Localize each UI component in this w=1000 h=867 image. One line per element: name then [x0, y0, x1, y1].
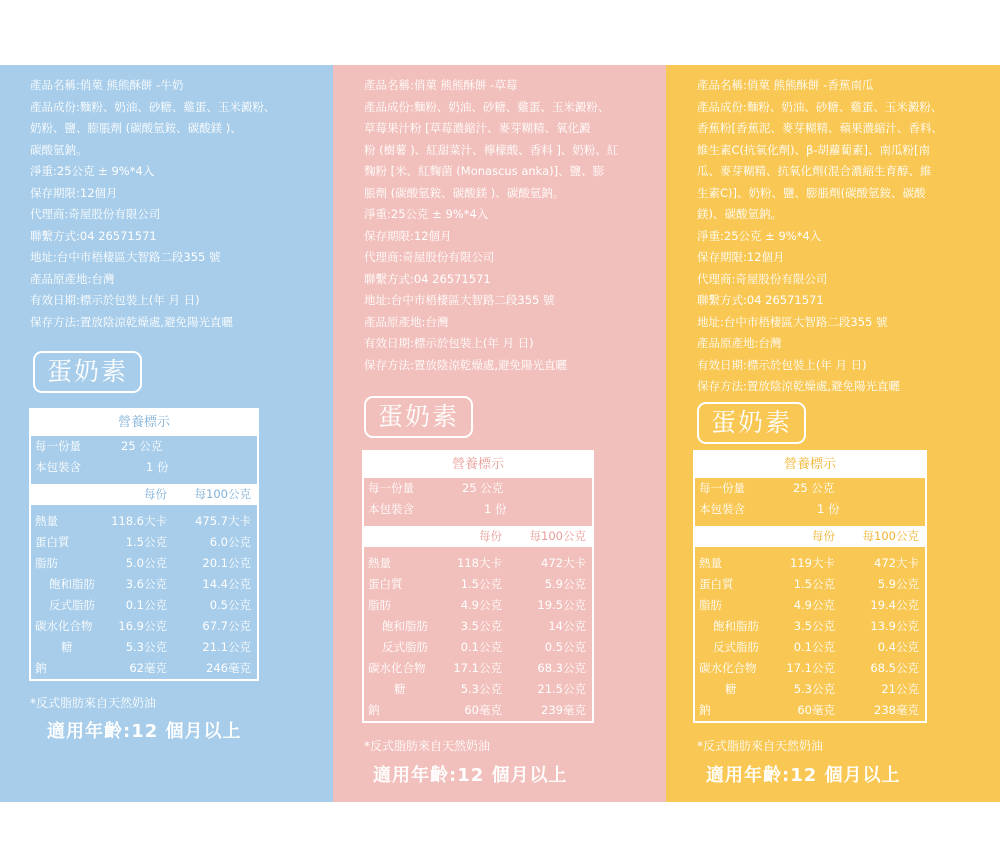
info-line: 淨重:25公克 ± 9%*4入: [697, 228, 822, 243]
per-serving-value: 118大卡: [457, 556, 502, 570]
table-row: [695, 637, 925, 658]
per-serving-value: 0.1公克: [793, 640, 835, 654]
per-100g-value: 0.4公克: [877, 640, 919, 654]
info-line: 產品名稱:俏菓 熊熊酥餅 -香蕉南瓜: [697, 78, 874, 92]
nutrient-name: 飽和脂肪: [713, 619, 759, 633]
age-label: 適用年齡:12 個月以上: [47, 721, 242, 742]
per-serving-value: 17.1公克: [453, 661, 502, 675]
count-label: 本包裝含: [35, 460, 81, 474]
serving-row: [364, 478, 592, 499]
count-row: [695, 499, 925, 520]
nutrient-name: 脂肪: [368, 598, 391, 612]
table-row: [364, 595, 592, 616]
table-row: [364, 679, 592, 700]
info-line: 產品名稱:俏菓 熊熊酥餅 -牛奶: [30, 78, 184, 92]
info-line: 聯繫方式:04 26571571: [697, 293, 824, 307]
column-header-row: [364, 526, 592, 547]
count-label: 本包裝含: [699, 502, 745, 516]
table-row: [695, 658, 925, 679]
product-info: [697, 75, 987, 398]
per-100g-value: 0.5公克: [209, 598, 251, 612]
per-serving-value: 17.1公克: [786, 661, 835, 675]
serving-value: 25 公克: [793, 481, 835, 495]
info-line: 產品原產地:台灣: [364, 314, 449, 329]
nutrient-name: 飽和脂肪: [49, 577, 95, 591]
col-per-100g: 每100公克: [529, 529, 586, 543]
nutrition-table: [693, 450, 927, 723]
per-100g-value: 21公克: [881, 682, 919, 696]
table-row: [695, 616, 925, 637]
per-serving-value: 4.9公克: [793, 598, 835, 612]
per-100g-value: 238毫克: [874, 703, 919, 717]
count-row: [364, 499, 592, 520]
col-per-100g: 每100公克: [862, 529, 919, 543]
per-100g-value: 5.9公克: [544, 577, 586, 591]
per-serving-value: 1.5公克: [460, 577, 502, 591]
info-line: 淨重:25公克 ± 9%*4入: [30, 164, 155, 178]
per-serving-value: 3.5公克: [793, 619, 835, 633]
nutrition-title: 營養標示: [117, 415, 170, 430]
nutrient-rows: [695, 553, 925, 721]
per-100g-value: 21.1公克: [202, 640, 251, 654]
per-100g-value: 6.0公克: [209, 535, 251, 549]
per-100g-value: 13.9公克: [870, 619, 919, 633]
serving-row: [695, 478, 925, 499]
per-serving-value: 3.6公克: [125, 577, 167, 591]
table-row: [695, 553, 925, 574]
per-serving-value: 118.6大卡: [111, 514, 167, 528]
nutrient-name: 鈉: [35, 661, 47, 675]
panel-banana-pumpkin: [666, 65, 1000, 802]
info-line: 粉 (樹薯 )、紅甜菜汁、檸檬酸、香料 ]、奶粉、紅: [364, 142, 619, 157]
per-serving-value: 60毫克: [464, 703, 502, 717]
info-line: 香蕉粉[香蕉泥、麥芽糊精、蘋果濃縮汁、香料、: [697, 121, 943, 135]
serving-value: 25 公克: [462, 481, 504, 495]
info-line: 產品名稱:俏菓 熊熊酥餅 -草莓: [364, 78, 518, 92]
info-line: 保存期限:12個月: [697, 250, 785, 264]
per-serving-value: 5.3公克: [793, 682, 835, 696]
per-serving-value: 5.0公克: [125, 556, 167, 570]
age-label: 適用年齡:12 個月以上: [373, 765, 568, 786]
per-serving-value: 16.9公克: [118, 619, 167, 633]
info-line: 產品原產地:台灣: [697, 336, 782, 350]
nutrient-name: 熱量: [368, 556, 391, 570]
nutrition-table: [29, 408, 259, 681]
info-line: 保存方法:置放陰涼乾燥處,避免陽光直曬: [30, 314, 234, 329]
table-row: [364, 616, 592, 637]
per-100g-value: 14公克: [548, 619, 586, 633]
nutrient-name: 飽和脂肪: [382, 619, 428, 633]
per-serving-value: 1.5公克: [125, 535, 167, 549]
table-row: [364, 553, 592, 574]
nutrient-name: 糖: [725, 682, 737, 696]
info-line: 有效日期:標示於包裝上(年 月 日): [697, 357, 867, 372]
count-row: [31, 457, 257, 478]
nutrient-name: 碳水化合物: [35, 619, 93, 633]
per-serving-value: 119大卡: [790, 556, 835, 570]
per-100g-value: 68.3公克: [537, 661, 586, 675]
info-line: 保存期限:12個月: [364, 228, 452, 243]
info-line: 麴粉 [米、紅麴菌 (Monascus anka)]、鹽、膨: [364, 164, 605, 178]
col-per-serving: 每份: [812, 529, 835, 543]
info-line: 有效日期:標示於包裝上(年 月 日): [30, 293, 200, 307]
table-row: [364, 700, 592, 721]
table-row: [695, 700, 925, 721]
info-line: 有效日期:標示於包裝上(年 月 日): [364, 336, 534, 350]
info-line: 地址:台中市梧棲區大智路二段355 號: [697, 314, 888, 329]
per-100g-value: 67.7公克: [202, 619, 251, 633]
info-line: 代理商:奇屋股份有限公司: [30, 207, 161, 221]
nutrient-name: 鈉: [699, 703, 711, 717]
table-row: [364, 637, 592, 658]
count-label: 本包裝含: [368, 502, 414, 516]
per-serving-value: 60毫克: [797, 703, 835, 717]
diet-badge: 蛋奶素: [33, 351, 142, 393]
info-line: 保存方法:置放陰涼乾燥處,避免陽光直曬: [697, 379, 901, 393]
nutrition-table: [362, 450, 594, 723]
per-100g-value: 475.7大卡: [195, 514, 251, 528]
nutrient-name: 蛋白質: [368, 577, 403, 591]
info-line: 產品成份:麵粉、奶油、砂糖、雞蛋、玉米澱粉、: [30, 99, 276, 114]
per-100g-value: 472大卡: [541, 556, 586, 570]
per-100g-value: 239毫克: [541, 703, 586, 717]
per-100g-value: 68.5公克: [870, 661, 919, 675]
serving-label: 每一份量: [699, 481, 745, 495]
age-label: 適用年齡:12 個月以上: [706, 765, 901, 786]
col-per-serving: 每份: [479, 529, 502, 543]
per-100g-value: 5.9公克: [877, 577, 919, 591]
per-100g-value: 14.4公克: [202, 577, 251, 591]
info-line: 產品成份:麵粉、奶油、砂糖、雞蛋、玉米澱粉、: [364, 99, 610, 114]
nutrient-name: 脂肪: [699, 598, 722, 612]
nutrient-name: 糖: [61, 640, 73, 654]
serving-label: 每一份量: [35, 439, 81, 453]
product-info: [30, 75, 320, 333]
table-row: [695, 679, 925, 700]
nutrient-name: 蛋白質: [35, 535, 70, 549]
nutrient-name: 碳水化合物: [699, 661, 757, 675]
column-header-row: [31, 484, 257, 505]
nutrient-name: 反式脂肪: [713, 640, 759, 654]
nutrition-title: 營養標示: [783, 457, 836, 472]
info-line: 脹劑 (碳酸氫銨、碳酸鎂 )、碳酸氫鈉。: [364, 185, 565, 200]
info-line: 產品原產地:台灣: [30, 271, 115, 286]
info-line: 保存期限:12個月: [30, 185, 118, 200]
diet-badge: 蛋奶素: [697, 402, 806, 444]
info-line: 生素C)]、奶粉、鹽、膨脹劑(碳酸氫銨、碳酸: [697, 185, 926, 200]
per-serving-value: 0.1公克: [460, 640, 502, 654]
nutrient-name: 糖: [394, 682, 406, 696]
info-line: 維生素C(抗氧化劑)、β-胡蘿蔔素]、南瓜粉[南: [697, 142, 930, 157]
count-value: 1 份: [484, 502, 507, 516]
info-line: 代理商:奇屋股份有限公司: [364, 250, 495, 264]
per-serving-value: 4.9公克: [460, 598, 502, 612]
info-line: 瓜、麥芽糊精、抗氧化劑(混合濃縮生育醇、維: [697, 164, 932, 178]
nutrient-name: 鈉: [368, 703, 380, 717]
table-row: [31, 616, 257, 637]
panel-strawberry: [333, 65, 666, 802]
info-line: 聯繫方式:04 26571571: [364, 271, 491, 286]
info-line: 碳酸氫鈉。: [30, 142, 88, 157]
product-info: [364, 75, 654, 376]
per-serving-value: 1.5公克: [793, 577, 835, 591]
per-100g-value: 0.5公克: [544, 640, 586, 654]
info-line: 淨重:25公克 ± 9%*4入: [364, 207, 489, 221]
table-row: [31, 511, 257, 532]
per-serving-value: 3.5公克: [460, 619, 502, 633]
col-per-serving: 每份: [144, 487, 167, 501]
nutrition-title: 營養標示: [451, 457, 504, 472]
nutrient-rows: [31, 511, 257, 679]
serving-row: [31, 436, 257, 457]
info-line: 聯繫方式:04 26571571: [30, 228, 157, 243]
count-value: 1 份: [817, 502, 840, 516]
per-100g-value: 21.5公克: [537, 682, 586, 696]
per-100g-value: 19.5公克: [537, 598, 586, 612]
per-serving-value: 5.3公克: [125, 640, 167, 654]
table-row: [31, 553, 257, 574]
info-line: 奶粉、鹽、膨脹劑 (碳酸氫銨、碳酸鎂 )、: [30, 121, 242, 135]
nutrient-name: 脂肪: [35, 556, 58, 570]
table-row: [695, 595, 925, 616]
nutrient-rows: [364, 553, 592, 721]
footnote: *反式脂肪來自天然奶油: [364, 739, 491, 753]
table-row: [31, 574, 257, 595]
info-line: 地址:台中市梧棲區大智路二段355 號: [30, 250, 221, 264]
per-serving-value: 0.1公克: [125, 598, 167, 612]
per-100g-value: 246毫克: [206, 661, 251, 675]
info-line: 保存方法:置放陰涼乾燥處,避免陽光直曬: [364, 357, 568, 372]
nutrient-name: 反式脂肪: [382, 640, 428, 654]
footnote: *反式脂肪來自天然奶油: [697, 739, 824, 753]
table-row: [31, 532, 257, 553]
nutrient-name: 反式脂肪: [49, 598, 95, 612]
serving-label: 每一份量: [368, 481, 414, 495]
table-row: [31, 637, 257, 658]
per-serving-value: 62毫克: [129, 661, 167, 675]
column-header-row: [695, 526, 925, 547]
info-line: 代理商:奇屋股份有限公司: [697, 271, 828, 286]
footnote: *反式脂肪來自天然奶油: [30, 696, 157, 710]
serving-value: 25 公克: [121, 439, 163, 453]
per-100g-value: 20.1公克: [202, 556, 251, 570]
nutrient-name: 碳水化合物: [368, 661, 426, 675]
per-serving-value: 5.3公克: [460, 682, 502, 696]
table-row: [695, 574, 925, 595]
nutrient-name: 蛋白質: [699, 577, 734, 591]
panel-milk: [0, 65, 333, 802]
count-value: 1 份: [146, 460, 169, 474]
info-line: 鎂)、碳酸氫鈉。: [697, 207, 782, 221]
info-line: 地址:台中市梧棲區大智路二段355 號: [364, 293, 555, 307]
nutrient-name: 熱量: [699, 556, 722, 570]
table-row: [364, 574, 592, 595]
table-row: [364, 658, 592, 679]
table-row: [31, 658, 257, 679]
table-row: [31, 595, 257, 616]
per-100g-value: 472大卡: [874, 556, 919, 570]
diet-badge: 蛋奶素: [364, 396, 473, 438]
nutrient-name: 熱量: [35, 514, 58, 528]
info-line: 草莓果汁粉 [草莓濃縮汁、麥芽糊精、氧化澱: [364, 121, 591, 135]
per-100g-value: 19.4公克: [870, 598, 919, 612]
col-per-100g: 每100公克: [194, 487, 251, 501]
info-line: 產品成份:麵粉、奶油、砂糖、雞蛋、玉米澱粉、: [697, 99, 943, 114]
